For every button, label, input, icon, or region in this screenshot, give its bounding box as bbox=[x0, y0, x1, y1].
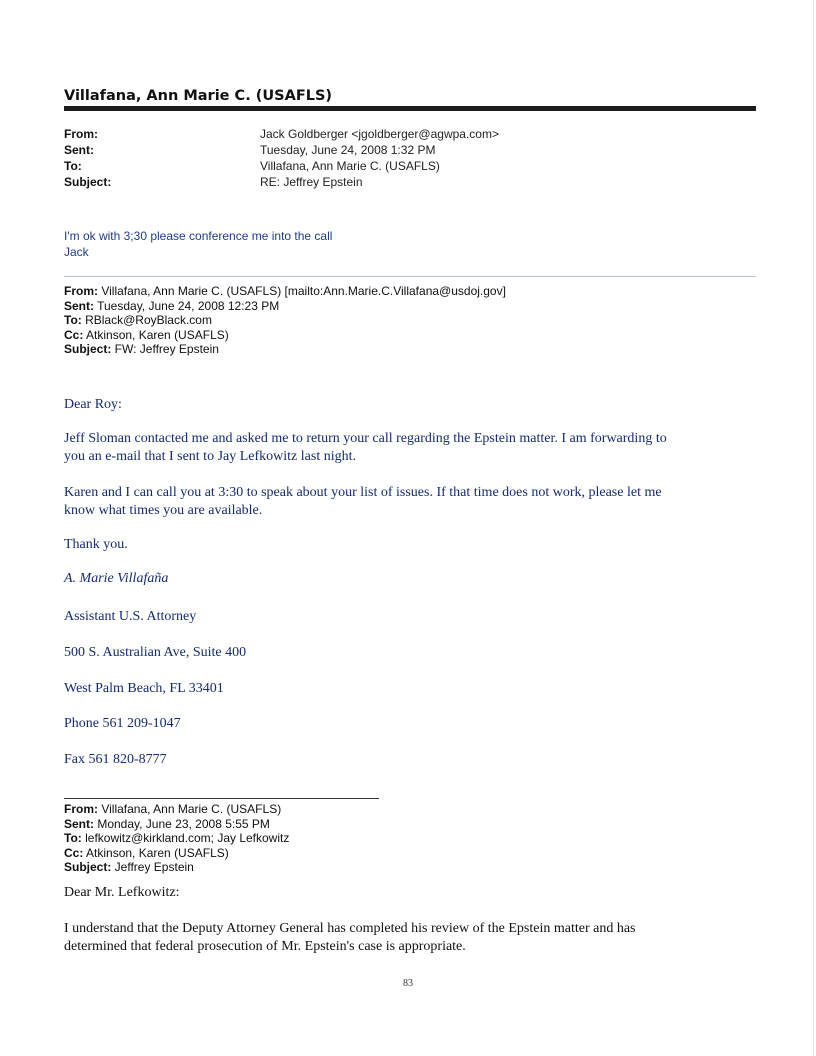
header-sent-row bbox=[64, 142, 704, 158]
sent-label: Sent: bbox=[64, 143, 94, 157]
fwd1-to-label: To: bbox=[64, 313, 82, 327]
forwarded-header-2 bbox=[64, 802, 289, 875]
fwd1-from-label: From: bbox=[64, 284, 98, 298]
document-title: Villafana, Ann Marie C. (USAFLS) bbox=[64, 88, 333, 104]
fwd2-subject-value: Jeffrey Epstein bbox=[111, 860, 194, 874]
body1-salutation: Dear Roy: bbox=[64, 397, 122, 412]
fwd2-to-value: lefkowitz@kirkland.com; Jay Lefkowitz bbox=[81, 831, 290, 845]
body1-para1-line1: Jeff Sloman contacted me and asked me to return your call regarding the Epstein matter. I am forwarding to bbox=[64, 431, 667, 446]
body2-para-line1: I understand that the Deputy Attorney General has completed his review of the Epstein matter and has bbox=[64, 921, 636, 936]
signature-name: A. Marie Villafaña bbox=[64, 571, 169, 586]
fwd2-from-value: Villafana, Ann Marie C. (USAFLS) bbox=[98, 802, 282, 816]
from-value: Jack Goldberger <jgoldberger@agwpa.com> bbox=[260, 127, 499, 141]
reply-line-2: Jack bbox=[64, 245, 89, 259]
fwd2-cc-label: Cc: bbox=[64, 845, 84, 860]
body2-salutation: Dear Mr. Lefkowitz: bbox=[64, 885, 180, 900]
signature-phone: Phone 561 209-1047 bbox=[64, 716, 181, 731]
fwd1-to bbox=[64, 313, 506, 328]
fwd1-sent-label: Sent: bbox=[64, 298, 94, 313]
fwd1-cc-label: Cc: bbox=[64, 327, 84, 342]
signature-fax: Fax 561 820-8777 bbox=[64, 752, 167, 767]
reply-message bbox=[64, 228, 332, 260]
page-number: 83 bbox=[403, 978, 413, 989]
fwd1-sent-value: Tuesday, June 24, 2008 12:23 PM bbox=[94, 298, 280, 313]
subject-label: Subject: bbox=[64, 175, 112, 189]
body2-para-line2: determined that federal prosecution of Mr. Epstein's case is appropriate. bbox=[64, 939, 466, 954]
body1-para1-line2: you an e-mail that I sent to Jay Lefkowitz last night. bbox=[64, 449, 356, 464]
fwd1-cc-value: Atkinson, Karen (USAFLS) bbox=[83, 327, 229, 342]
fwd1-subject bbox=[64, 342, 506, 357]
fwd2-cc bbox=[64, 846, 289, 861]
fwd1-sent bbox=[64, 299, 506, 314]
sent-value: Tuesday, June 24, 2008 1:32 PM bbox=[260, 143, 436, 157]
fwd2-subject-label: Subject: bbox=[64, 860, 112, 874]
fwd2-to-label: To: bbox=[64, 831, 82, 845]
fwd2-sent-label: Sent: bbox=[64, 816, 94, 831]
header-to-row bbox=[64, 158, 704, 174]
page-edge-line bbox=[813, 0, 814, 1056]
signature-title: Assistant U.S. Attorney bbox=[64, 609, 197, 624]
title-rule bbox=[64, 106, 756, 111]
body1-thanks: Thank you. bbox=[64, 537, 128, 552]
forwarded-header-1 bbox=[64, 284, 506, 357]
fwd2-to bbox=[64, 831, 289, 846]
body1-para2-line2: know what times you are available. bbox=[64, 503, 263, 518]
fwd2-from bbox=[64, 802, 289, 817]
reply-divider bbox=[64, 276, 756, 277]
email-header bbox=[64, 126, 704, 190]
body1-para2-line1: Karen and I can call you at 3:30 to speak about your list of issues. If that time does not work, please let me bbox=[64, 485, 662, 500]
body1-paragraph-1 bbox=[64, 430, 764, 466]
header-from-row bbox=[64, 126, 704, 142]
fwd1-from bbox=[64, 284, 506, 299]
body2-paragraph bbox=[64, 920, 764, 956]
fwd1-to-value: RBlack@RoyBlack.com bbox=[81, 313, 212, 327]
to-label: To: bbox=[64, 159, 82, 173]
header-subject-row bbox=[64, 174, 704, 190]
forward-separator bbox=[64, 798, 379, 799]
fwd2-sent-value: Monday, June 23, 2008 5:55 PM bbox=[94, 816, 270, 831]
signature-address-1: 500 S. Australian Ave, Suite 400 bbox=[64, 645, 247, 660]
subject-value: RE: Jeffrey Epstein bbox=[260, 175, 363, 189]
reply-line-1: I'm ok with 3;30 please conference me into the call bbox=[64, 229, 333, 243]
signature-address-2: West Palm Beach, FL 33401 bbox=[64, 681, 224, 696]
body1-paragraph-2 bbox=[64, 484, 764, 520]
from-label: From: bbox=[64, 127, 98, 141]
fwd2-sent bbox=[64, 817, 289, 832]
to-value: Villafana, Ann Marie C. (USAFLS) bbox=[260, 159, 440, 173]
fwd2-cc-value: Atkinson, Karen (USAFLS) bbox=[83, 845, 229, 860]
fwd1-from-value: Villafana, Ann Marie C. (USAFLS) [mailto:Ann.Marie.C.Villafana@usdoj.gov] bbox=[98, 284, 506, 298]
fwd1-cc bbox=[64, 328, 506, 343]
fwd2-subject bbox=[64, 860, 289, 875]
fwd2-from-label: From: bbox=[64, 802, 98, 816]
fwd1-subject-value: FW: Jeffrey Epstein bbox=[111, 342, 219, 356]
fwd1-subject-label: Subject: bbox=[64, 342, 112, 356]
